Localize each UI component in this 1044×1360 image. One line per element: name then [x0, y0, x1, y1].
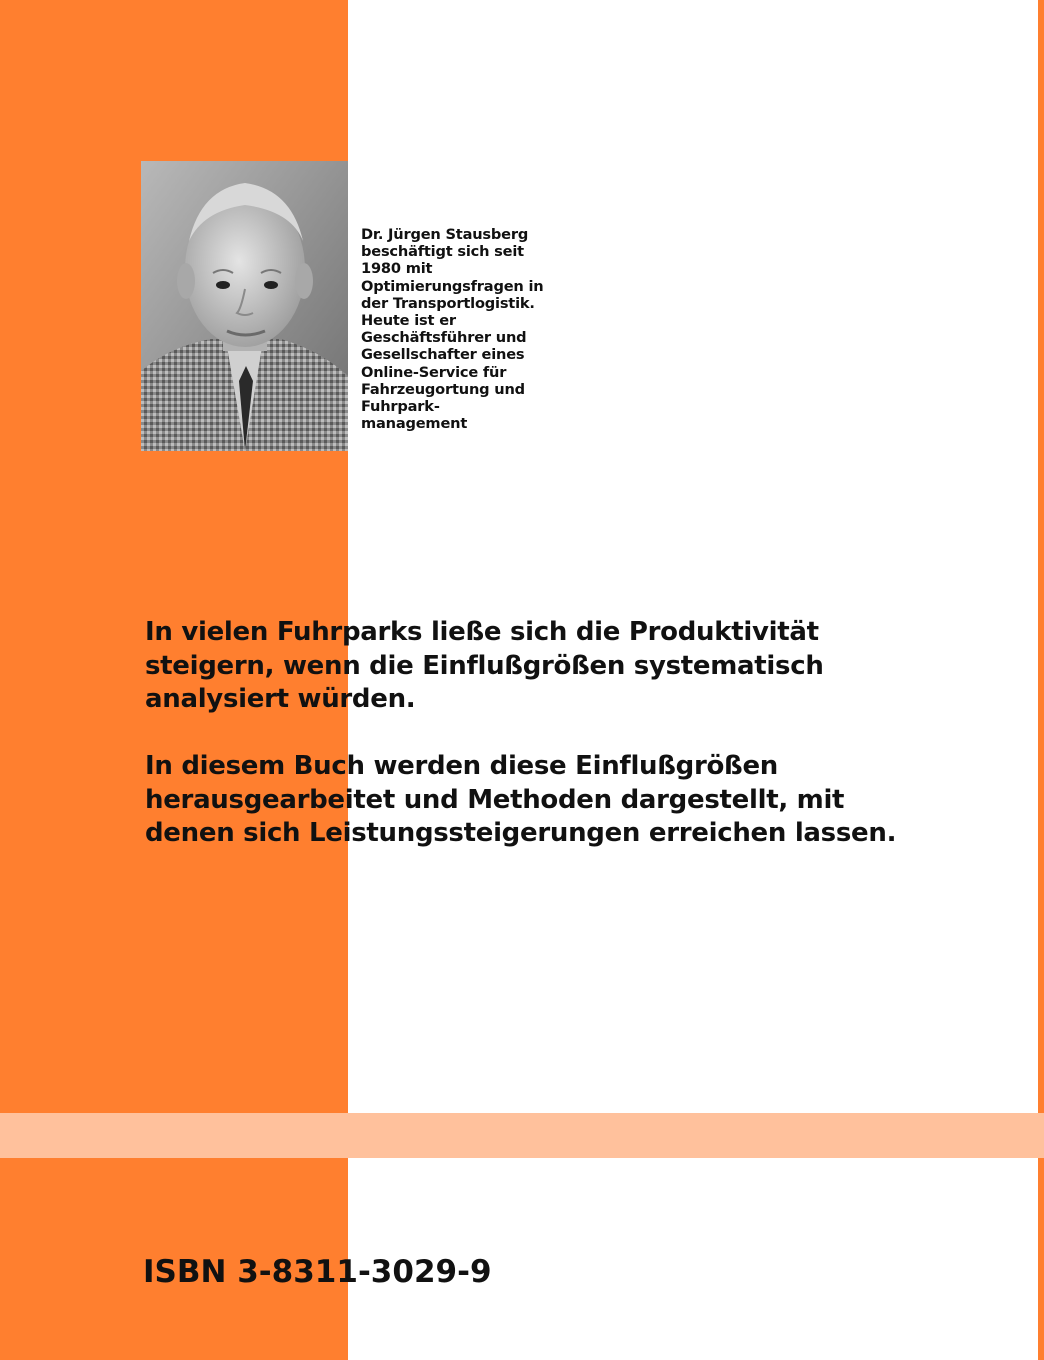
bio-line: Gesellschafter eines — [361, 346, 525, 364]
bio-line: Online-Service für — [361, 363, 507, 381]
bio-line: Fahrzeugortung und — [361, 380, 525, 398]
author-photo-drawing — [141, 161, 348, 451]
blurb-paragraph-1 — [145, 616, 1005, 717]
bio-line: Heute ist er — [361, 312, 456, 330]
blurb-line: In diesem Buch werden diese Einflußgrößen — [145, 751, 779, 781]
bio-line: Fuhrpark- — [361, 398, 440, 416]
bio-line: beschäftigt sich seit — [361, 243, 524, 261]
blurb-line: In vielen Fuhrparks ließe sich die Produktivität — [145, 617, 819, 647]
blurb-line: denen sich Leistungssteigerungen erreichen lassen. — [145, 818, 897, 848]
blurb-line: herausgearbeitet und Methoden dargestellt, mit — [145, 784, 845, 815]
left-eye — [216, 281, 230, 289]
bio-line: Dr. Jürgen Stausberg — [361, 226, 529, 243]
bio-line: 1980 mit — [361, 260, 433, 278]
bio-line: Geschäftsführer und — [361, 329, 527, 347]
bio-line: der Transportlogistik. — [361, 294, 535, 312]
author-bio — [361, 226, 551, 432]
light-orange-stripe — [0, 1113, 1044, 1158]
bio-line: Optimierungsfragen in — [361, 277, 544, 295]
right-eye — [264, 281, 278, 289]
isbn-number: ISBN 3-8311-3029-9 — [143, 1254, 492, 1290]
blurb-line: steigern, wenn die Einflußgrößen systematisch — [145, 650, 824, 681]
author-photo — [141, 161, 348, 451]
blurb-paragraph-2 — [145, 750, 1005, 851]
blurb-line: analysiert würden. — [145, 684, 416, 714]
bio-line: management — [361, 415, 468, 433]
